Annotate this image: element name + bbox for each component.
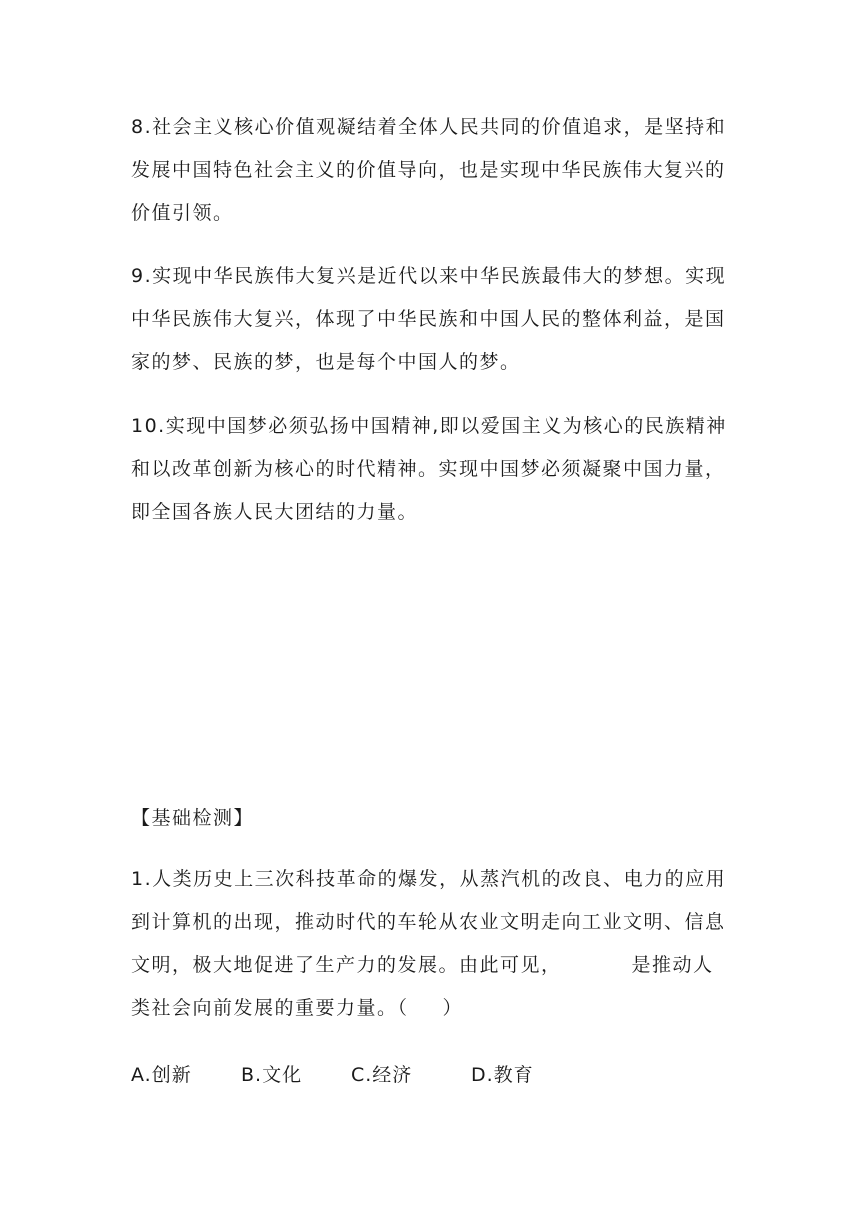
option-c: C.经济 xyxy=(351,1064,413,1086)
question-1-paren-close: ） xyxy=(442,997,464,1019)
option-d: D.教育 xyxy=(471,1064,534,1086)
question-1-stem-part1: 1.人类历史上三次科技革命的爆发，从蒸汽机的改良、电力的应用到计算机的出现，推动时代的车轮从农业文明走向工业文明、信息文明，极大地促进了生产力的发展。由此可见， xyxy=(131,868,727,976)
knowledge-point-9: 9.实现中华民族伟大复兴是近代以来中华民族最伟大的梦想。实现中华民族伟大复兴，体现了中华民族和中国人民的整体利益，是国家的梦、民族的梦，也是每个中国人的梦。 xyxy=(131,265,727,373)
option-b: B.文化 xyxy=(241,1064,303,1086)
question-1-stem xyxy=(131,858,731,1030)
knowledge-point-8: 8.社会主义核心价值观凝结着全体人民共同的价值追求，是坚持和发展中国特色社会主义的价值导向，也是实现中华民族伟大复兴的价值引领。 xyxy=(131,116,727,224)
question-1-options xyxy=(131,1057,562,1093)
option-a: A.创新 xyxy=(131,1064,192,1086)
question-1-stem-part2: 是推动人类社会向前发展的重要力量。（ xyxy=(131,954,714,1019)
knowledge-point-10: 10.实现中国梦必须弘扬中国精神,即以爱国主义为核心的民族精神和以改革创新为核心的时代精神。实现中国梦必须凝聚中国力量，即全国各族人民大团结的力量。 xyxy=(131,415,727,523)
section-heading-basic-test: 【基础检测】 xyxy=(131,807,255,829)
